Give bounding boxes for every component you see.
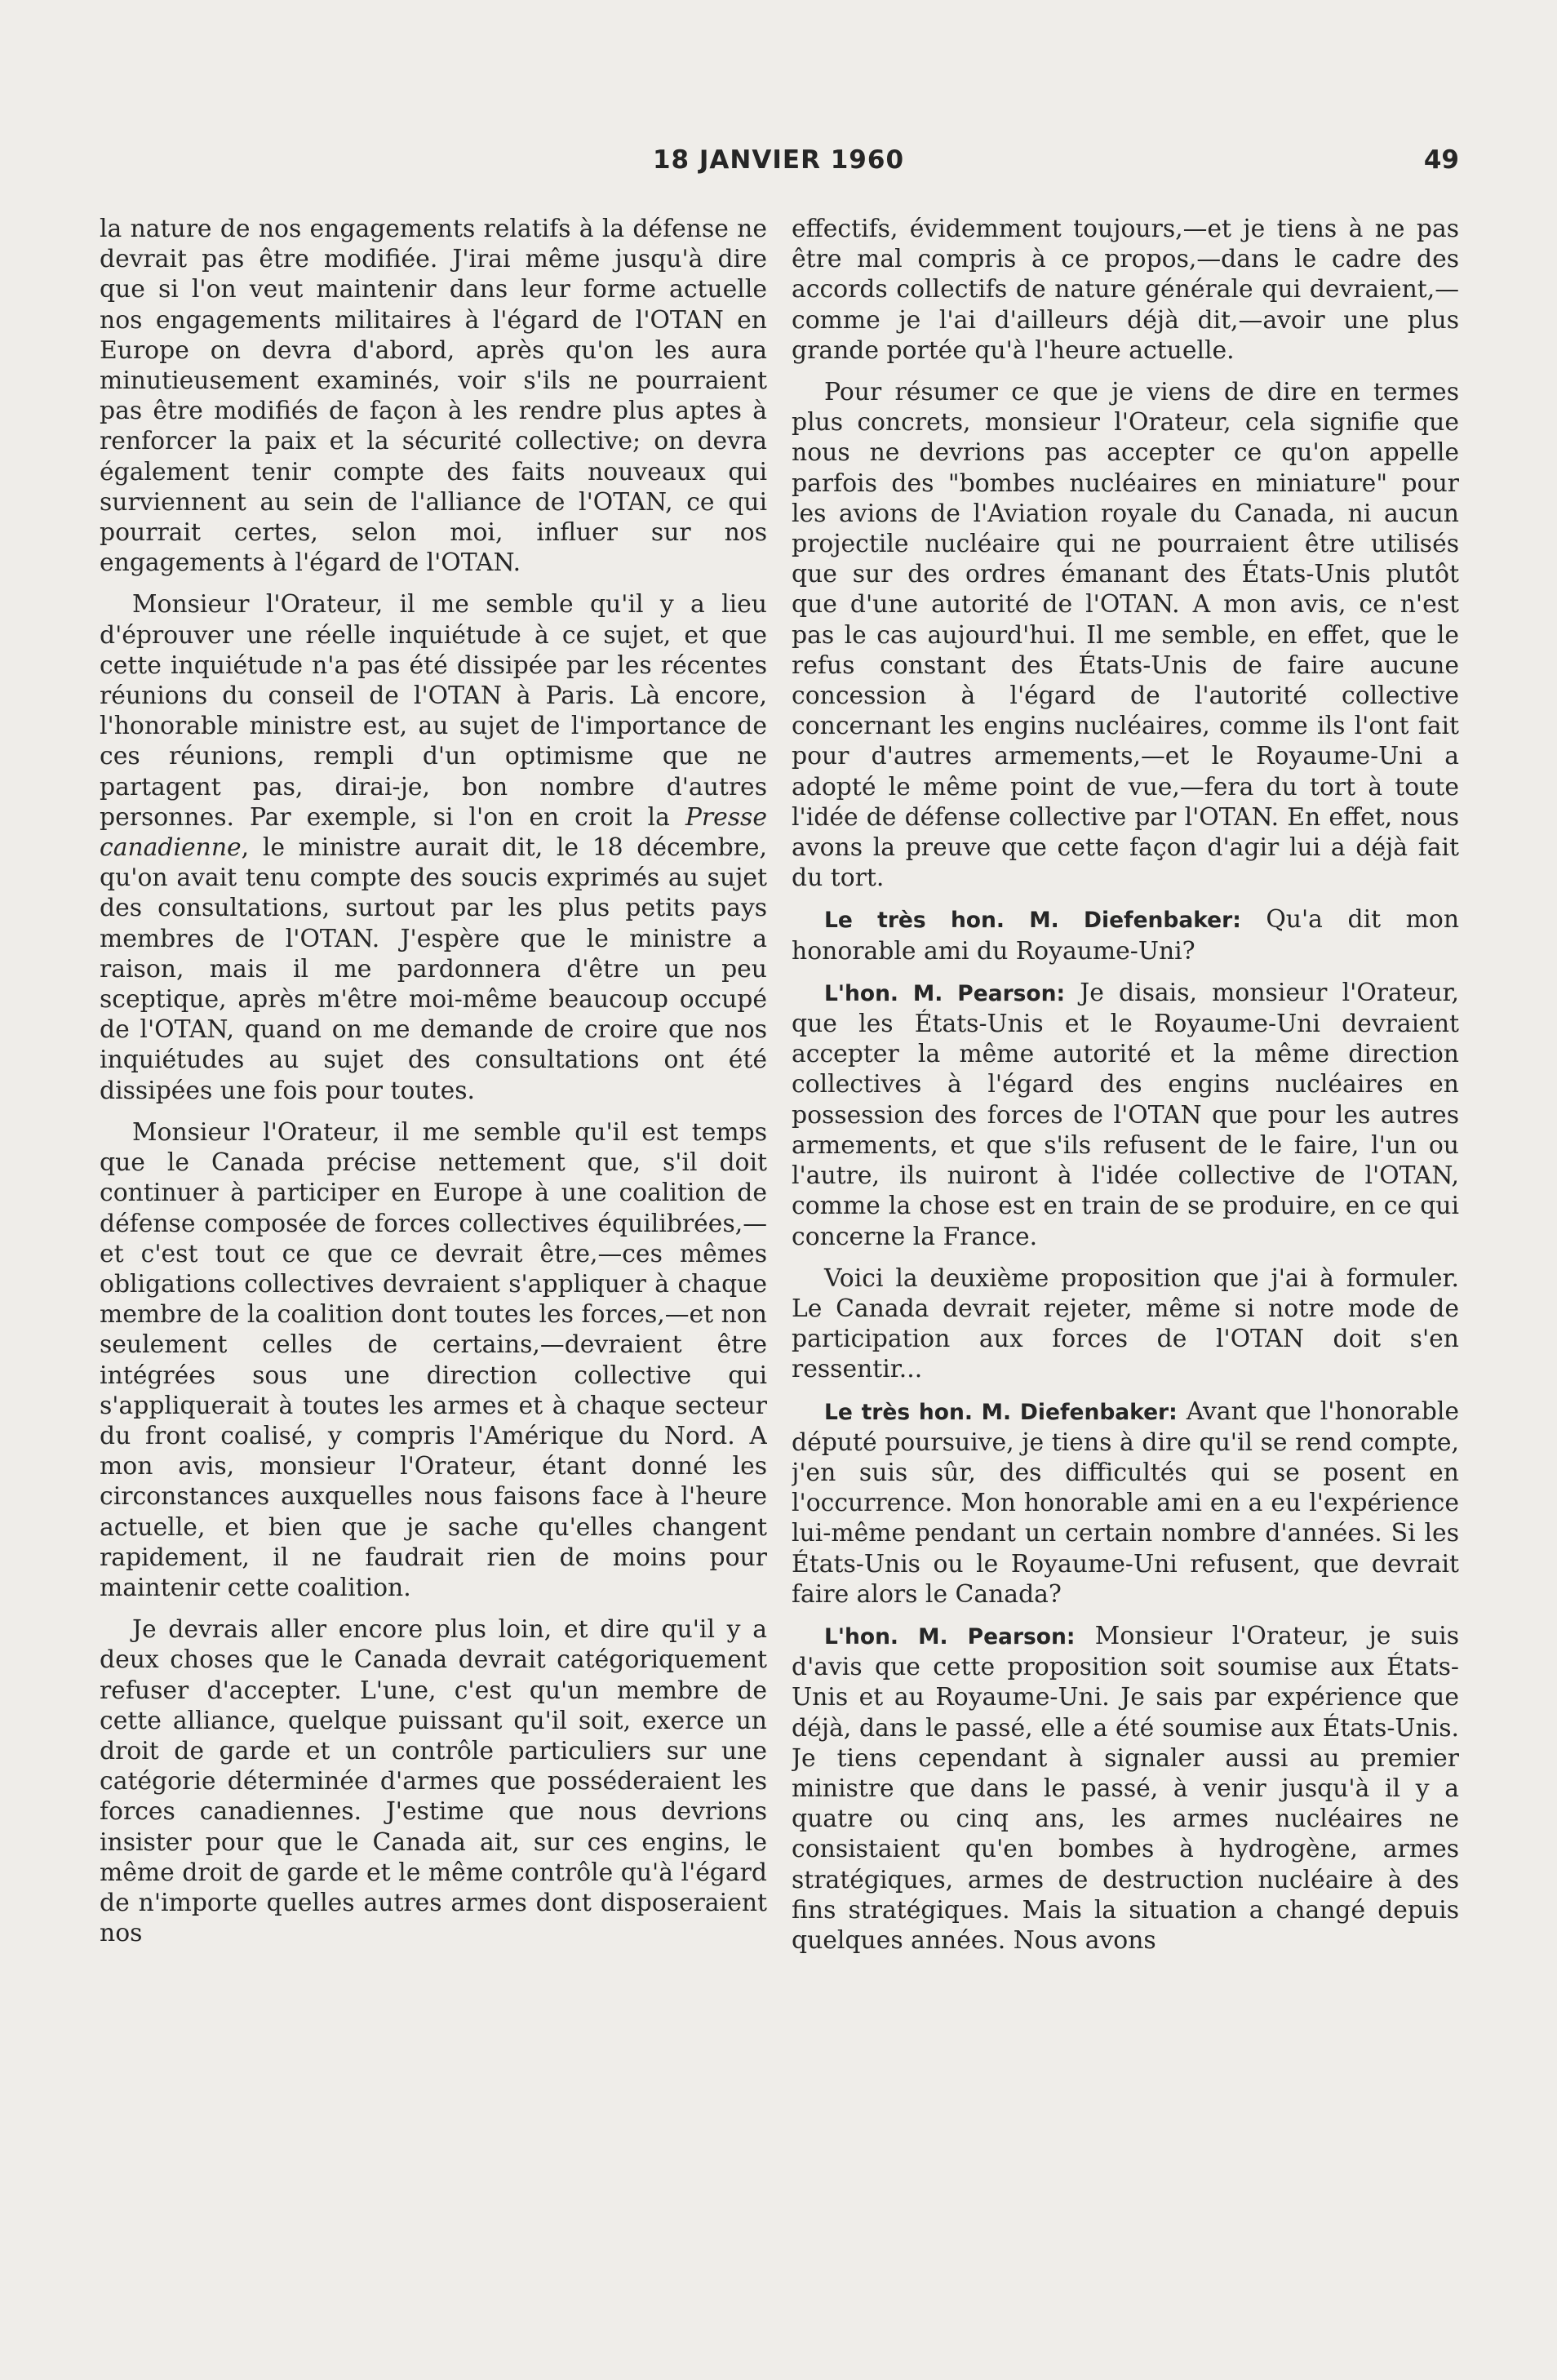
speech-text: Qu'a dit mon honorable ami du Royaume-Uni?: [792, 905, 1459, 966]
speech: [792, 904, 1459, 966]
left-column: [100, 214, 767, 2173]
paragraph: Voici la deuxième proposition que j'ai à formuler. Le Canada devrait rejeter, même si notre mode de participation aux forces de l'OTAN doit s'en ressentir...: [792, 1263, 1459, 1384]
paragraph: [100, 589, 767, 1105]
paragraph-text: , le ministre aurait dit, le 18 décembre, qu'on avait tenu compte des soucis exprimés au sujet des consultations, surtout par les plus petits pays membres de l'OTAN. J'espère que le ministre a raison, mais il me pardonnera d'être un peu sceptique, après m'être moi-même beaucoup occupé de l'OTAN, quand on me demande de croire que nos inquiétudes au sujet des consultations ont été dissipées une fois pour toutes.: [100, 833, 767, 1105]
speaker-label: L'hon. M. Pearson:: [824, 1623, 1076, 1650]
page-number: 49: [1423, 145, 1459, 175]
page-header: [98, 145, 1459, 186]
speech-text: Avant que l'honorable député poursuive, je tiens à dire qu'il se rend compte, j'en suis sûr, des difficultés qui se posent en l'occurrence. Mon honorable ami en a eu l'expérience lui-même pendant un certain nombre d'années. Si les États-Unis ou le Royaume-Uni refusent, que devrait faire alors le Canada?: [792, 1396, 1459, 1609]
speech-text: Je disais, monsieur l'Orateur, que les États-Unis et le Royaume-Uni devraient accepter la même autorité et la même direction collectives à l'égard des engins nucléaires en possession des forces de l'OTAN que pour les autres armements, et que s'ils refusent de le faire, l'un ou l'autre, ils nuiront à l'idée collective de l'OTAN, comme la chose est en train de se produire, en ce qui concerne la France.: [792, 978, 1459, 1251]
paragraph-text: Monsieur l'Orateur, il me semble qu'il y a lieu d'éprouver une réelle inquiétude à ce sujet, et que cette inquiétude n'a pas été dissipée par les récentes réunions du conseil de l'OTAN à Paris. Là encore, l'honorable ministre est, au sujet de l'importance de ces réunions, rempli d'un optimisme que ne partagent pas, dirai-je, bon nombre d'autres personnes. Par exemple, si l'on en croit la: [100, 590, 767, 832]
speaker-label: Le très hon. M. Diefenbaker:: [824, 1399, 1178, 1425]
paragraph: Je devrais aller encore plus loin, et dire qu'il y a deux choses que le Canada devrait catégoriquement refuser d'accepter. L'une, c'est qu'un membre de cette alliance, quelque puissant qu'il soit, exerce un droit de garde et un contrôle particuliers sur une catégorie déterminée d'armes que posséderaient les forces canadiennes. J'estime que nous devrions insister pour que le Canada ait, sur ces engins, le même droit de garde et le même contrôle qu'à l'égard de n'importe quelles autres armes dont disposeraient nos: [100, 1615, 767, 1948]
speech: [792, 978, 1459, 1252]
newspaper-title: Presse canadienne: [100, 802, 767, 863]
speech-text: Monsieur l'Orateur, je suis d'avis que cette proposition soit soumise aux États-Unis et au Royaume-Uni. Je sais par expérience que déjà, dans le passé, elle a été soumise aux États-Unis. Je tiens cependant à signaler aussi au premier ministre que dans le passé, à venir jusqu'à il y a quatre ou cinq ans, les armes nucléaires ne consistaient qu'en bombes à hydrogène, armes stratégiques, armes de destruction nucléaire à des fins stratégiques. Mais la situation a changé depuis quelques années. Nous avons: [792, 1621, 1459, 1955]
speech: [792, 1396, 1459, 1610]
speech: [792, 1621, 1459, 1956]
speaker-label: Le très hon. M. Diefenbaker:: [824, 908, 1241, 934]
paragraph: Monsieur l'Orateur, il me semble qu'il est temps que le Canada précise nettement que, s'il doit continuer à participer en Europe à une coalition de défense composée de forces collectives équilibrées,—et c'est tout ce que ce devrait être,—ces mêmes obligations collectives devraient s'appliquer à chaque membre de la coalition dont toutes les forces,—et non seulement celles de certains,—devraient être intégrées sous une direction collective qui s'appliquerait à toutes les armes et à chaque secteur du front coalisé, y compris l'Amérique du Nord. A mon avis, monsieur l'Orateur, étant donné les circonstances auxquelles nous faisons face à l'heure actuelle, et bien que je sache qu'elles changent rapidement, il ne faudrait rien de moins pour maintenir cette coalition.: [100, 1117, 767, 1602]
speaker-label: L'hon. M. Pearson:: [824, 980, 1066, 1006]
paragraph: Pour résumer ce que je viens de dire en termes plus concrets, monsieur l'Orateur, cela signifie que nous ne devrions pas accepter ce qu'on appelle parfois des "bombes nucléaires en miniature" pour les avions de l'Aviation royale du Canada, ni aucun projectile nucléaire qui ne pourraient être utilisés que sur des ordres émanant des États-Unis plutôt que d'une autorité de l'OTAN. A mon avis, ce n'est pas le cas aujourd'hui. Il me semble, en effet, que le refus constant des États-Unis de faire aucune concession à l'égard de l'autorité collective concernant les engins nucléaires, comme ils l'ont fait pour d'autres armements,—et le Royaume-Uni a adopté le même point de vue,—fera du tort à toute l'idée de défense collective par l'OTAN. En effet, nous avons la preuve que cette façon d'agir lui a déjà fait du tort.: [792, 378, 1459, 893]
paragraph: la nature de nos engagements relatifs à la défense ne devrait pas être modifiée. J'irai même jusqu'à dire que si l'on veut maintenir dans leur forme actuelle nos engagements militaires à l'égard de l'OTAN en Europe on devra d'abord, après qu'on les aura minutieusement examinés, voir s'ils ne pourraient pas être modifiés de façon à les rendre plus aptes à renforcer la paix et la sécurité collective; on devra également tenir compte des faits nouveaux qui surviennent au sein de l'alliance de l'OTAN, ce qui pourrait certes, selon moi, influer sur nos engagements à l'égard de l'OTAN.: [100, 215, 767, 578]
running-title: 18 JANVIER 1960: [652, 145, 905, 175]
right-column: [792, 214, 1459, 2173]
paragraph: effectifs, évidemment toujours,—et je tiens à ne pas être mal compris à ce propos,—dans le cadre des accords collectifs de nature générale qui devraient,—comme je l'ai d'ailleurs déjà dit,—avoir une plus grande portée qu'à l'heure actuelle.: [792, 215, 1459, 365]
